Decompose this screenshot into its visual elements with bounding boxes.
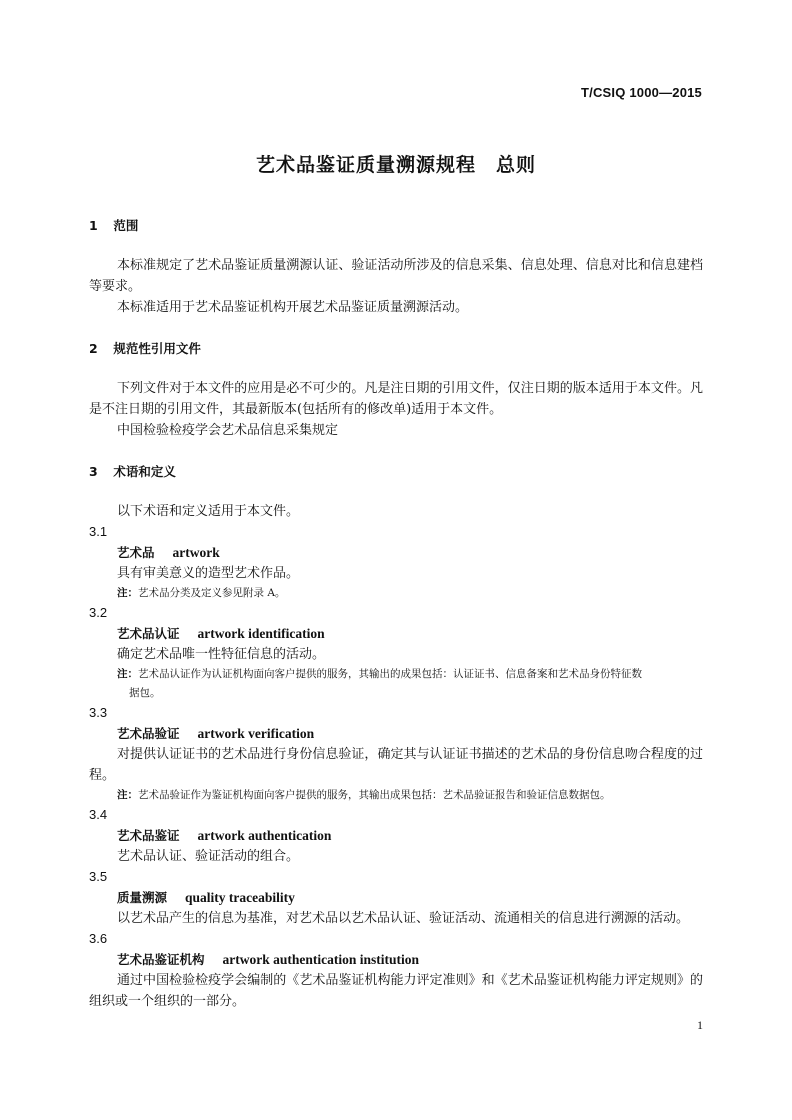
term-en: artwork xyxy=(172,545,220,560)
term-en: quality traceability xyxy=(185,890,295,905)
note-text-continued: 据包。 xyxy=(129,687,161,699)
term-number: 3.6 xyxy=(89,931,108,946)
section-heading-scope xyxy=(89,216,703,236)
section-number: 1 xyxy=(89,218,98,233)
standard-number: T/CSIQ 1000—2015 xyxy=(581,85,702,100)
section-title: 规范性引用文件 xyxy=(113,341,201,356)
term-heading xyxy=(117,887,703,908)
section-heading-terms xyxy=(89,462,703,482)
term-number: 3.3 xyxy=(89,705,108,720)
paragraph: 以下术语和定义适用于本文件。 xyxy=(117,504,300,519)
term-zh: 质量溯源 xyxy=(117,890,168,905)
note-label: 注： xyxy=(117,587,138,599)
document-title: 艺术品鉴证质量溯源规程 总则 xyxy=(255,154,536,176)
term-zh: 艺术品鉴证机构 xyxy=(117,952,205,967)
note-text: 艺术品验证作为鉴证机构面向客户提供的服务，其输出成果包括：艺术品验证报告和验证信息数据包。 xyxy=(138,789,611,801)
term-en: artwork authentication xyxy=(197,828,332,843)
term-heading xyxy=(117,949,703,970)
term-heading xyxy=(117,542,703,563)
term-heading xyxy=(117,825,703,846)
term-zh: 艺术品 xyxy=(117,545,155,560)
note-label: 注： xyxy=(117,668,138,680)
term-number: 3.4 xyxy=(89,807,108,822)
term-number: 3.1 xyxy=(89,524,108,539)
term-en: artwork identification xyxy=(197,626,325,641)
section-heading-normative-references xyxy=(89,339,703,359)
term-definition: 具有审美意义的造型艺术作品。 xyxy=(117,566,300,581)
document-body xyxy=(89,216,703,1012)
term-number: 3.5 xyxy=(89,869,108,884)
note-label: 注： xyxy=(117,789,138,801)
term-number: 3.2 xyxy=(89,605,108,620)
term-definition: 以艺术品产生的信息为基准，对艺术品以艺术品认证、验证活动、流通相关的信息进行溯源的活动。 xyxy=(117,911,690,926)
term-heading xyxy=(117,723,703,744)
term-definition: 确定艺术品唯一性特征信息的活动。 xyxy=(117,647,326,662)
term-note xyxy=(117,584,703,603)
section-title: 术语和定义 xyxy=(113,464,176,479)
paragraph: 下列文件对于本文件的应用是必不可少的。凡是注日期的引用文件，仅注日期的版本适用于本文件。凡是不注日期的引用文件，其最新版本(包括所有的修改单)适用于本文件。 xyxy=(89,381,703,417)
paragraph: 本标准规定了艺术品鉴证质量溯源认证、验证活动所涉及的信息采集、信息处理、信息对比和信息建档等要求。 xyxy=(89,258,703,294)
note-text: 艺术品认证作为认证机构面向客户提供的服务，其输出的成果包括：认证证书、信息备案和艺术品身份特征数 xyxy=(138,668,642,680)
term-zh: 艺术品鉴证 xyxy=(117,828,180,843)
paragraph: 本标准适用于艺术品鉴证机构开展艺术品鉴证质量溯源活动。 xyxy=(117,300,469,315)
term-note xyxy=(117,786,703,805)
paragraph: 中国检验检疫学会艺术品信息采集规定 xyxy=(117,423,339,438)
term-definition: 对提供认证证书的艺术品进行身份信息验证，确定其与认证证书描述的艺术品的身份信息吻合程度的过程。 xyxy=(89,747,703,783)
term-definition: 通过中国检验检疫学会编制的《艺术品鉴证机构能力评定准则》和《艺术品鉴证机构能力评定规则》的组织或一个组织的一部分。 xyxy=(89,973,703,1009)
term-en: artwork verification xyxy=(197,726,315,741)
section-number: 2 xyxy=(89,341,98,356)
term-zh: 艺术品验证 xyxy=(117,726,180,741)
section-title: 范围 xyxy=(113,218,139,233)
section-number: 3 xyxy=(89,464,98,479)
term-note xyxy=(117,665,703,703)
page-number: 1 xyxy=(697,1018,703,1032)
term-zh: 艺术品认证 xyxy=(117,626,180,641)
note-text: 艺术品分类及定义参见附录 A。 xyxy=(138,587,286,599)
term-definition: 艺术品认证、验证活动的组合。 xyxy=(117,849,300,864)
term-heading xyxy=(117,623,703,644)
term-en: artwork authentication institution xyxy=(222,952,420,967)
